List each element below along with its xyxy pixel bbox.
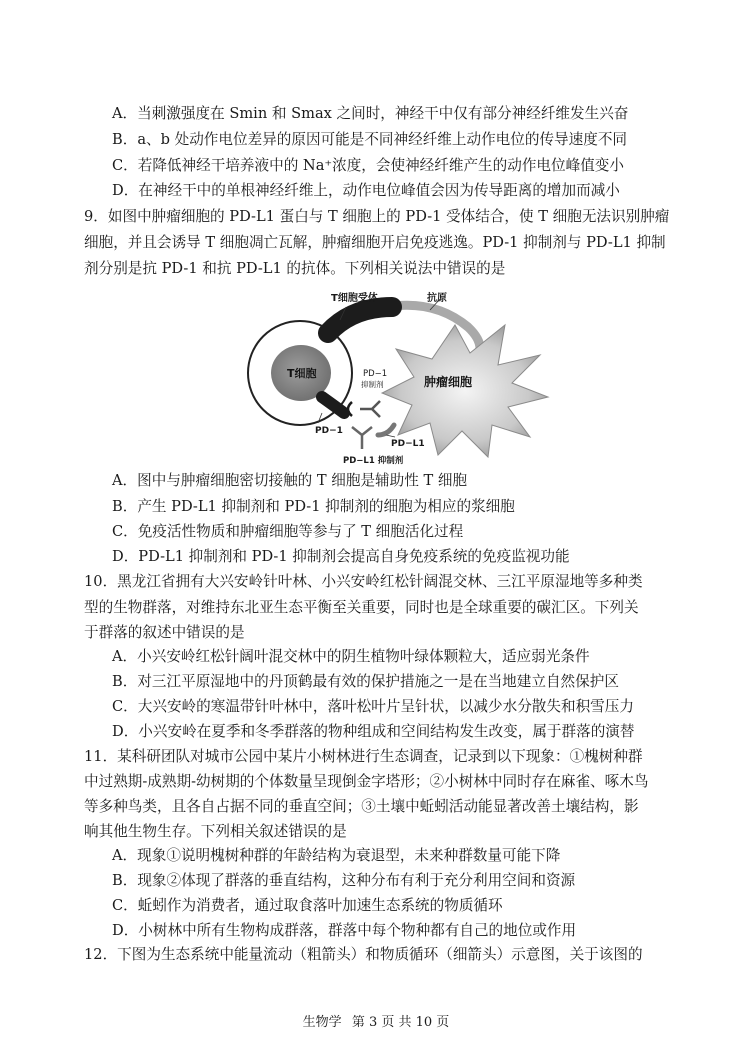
q9-stem-line-2: 细胞，并且会诱导 T 细胞凋亡瓦解，肿瘤细胞开启免疫逃逸。PD-1 抑制剂与 PD-L1 抑制 bbox=[84, 234, 666, 251]
q9-option-c: C．免疫活性物质和肿瘤细胞等参与了 T 细胞活化过程 bbox=[112, 523, 464, 540]
page-footer bbox=[0, 1011, 752, 1030]
q10-option-b: B．对三江平原湿地中的丹顶鹤最有效的保护措施之一是在当地建立自然保护区 bbox=[112, 673, 619, 690]
footer-subject: 生物学 bbox=[302, 1015, 342, 1030]
label-pdl1-inhibitor: PD−L1 抑制剂 bbox=[343, 456, 404, 466]
q9-stem-line-3: 剂分别是抗 PD-1 和抗 PD-L1 的抗体。下列相关说法中错误的是 bbox=[84, 260, 506, 277]
q11-stem-line-4: 响其他生物生存。下列相关叙述错误的是 bbox=[84, 823, 347, 840]
pdl1-inhibitor-shape bbox=[352, 427, 372, 449]
label-t-receptor: T细胞受体 bbox=[331, 293, 378, 304]
t-cell-receptor-shape bbox=[328, 307, 392, 333]
pd1-cup bbox=[348, 402, 352, 416]
q11-option-a: A．现象①说明槐树种群的年龄结构为衰退型，未来种群数量可能下降 bbox=[112, 847, 561, 864]
label-antigen: 抗原 bbox=[427, 293, 447, 304]
label-t-cell: T细胞 bbox=[287, 367, 317, 380]
label-pd1-inhibitor-2: 抑制剂 bbox=[361, 380, 384, 389]
q10-stem-line-2: 型的生物群落，对维持东北亚生态平衡至关重要，同时也是全球重要的碳汇区。下列关 bbox=[84, 599, 639, 616]
q9-stem-line-1: 9．如图中肿瘤细胞的 PD-L1 蛋白与 T 细胞上的 PD-1 受体结合，使 T 细胞无法识别肿瘤 bbox=[84, 208, 670, 225]
label-pd1-inhibitor-1: PD−1 bbox=[363, 369, 388, 379]
footer-page-number: 第 3 页 共 10 页 bbox=[351, 1015, 450, 1030]
q10-option-a: A．小兴安岭红松针阔叶混交林中的阴生植物叶绿体颗粒大，适应弱光条件 bbox=[112, 648, 590, 665]
q8-option-a: A．当刺激强度在 Smin 和 Smax 之间时，神经干中仅有部分神经纤维发生兴奋 bbox=[112, 105, 629, 122]
q11-stem-line-1: 11．某科研团队对城市公园中某片小树林进行生态调查，记录到以下现象：①槐树种群 bbox=[84, 748, 643, 765]
q11-option-c: C．蚯蚓作为消费者，通过取食落叶加速生态系统的物质循环 bbox=[112, 897, 503, 914]
q11-stem-line-3: 等多种鸟类，且各自占据不同的垂直空间；③土壤中蚯蚓活动能显著改善土壤结构，影 bbox=[84, 798, 639, 815]
q8-option-b: B．a、b 处动作电位差异的原因可能是不同神经纤维上动作电位的传导速度不同 bbox=[112, 131, 628, 148]
q12-stem-line-1: 12．下图为生态系统中能量流动（粗箭头）和物质循环（细箭头）示意图，关于该图的 bbox=[84, 946, 643, 963]
q11-option-b: B．现象②体现了群落的垂直结构，这种分布有利于充分利用空间和资源 bbox=[112, 872, 576, 889]
q9-option-a: A．图中与肿瘤细胞密切接触的 T 细胞是辅助性 T 细胞 bbox=[112, 472, 468, 489]
pd1-inhibitor-shape bbox=[360, 401, 380, 417]
tumor-cell-shape bbox=[382, 325, 548, 457]
q9-option-b: B．产生 PD-L1 抑制剂和 PD-1 抑制剂的细胞为相应的浆细胞 bbox=[112, 498, 515, 515]
q9-option-d: D．PD-L1 抑制剂和 PD-1 抑制剂会提高自身免疫系统的免疫监视功能 bbox=[112, 548, 570, 565]
q10-stem-line-3: 于群落的叙述中错误的是 bbox=[84, 624, 245, 641]
q10-option-c: C．大兴安岭的寒温带针叶林中，落叶松叶片呈针状，以减少水分散失和积雪压力 bbox=[112, 698, 634, 715]
label-pdl1: PD−L1 bbox=[391, 439, 425, 449]
q8-option-c: C．若降低神经干培养液中的 Na⁺浓度，会使神经纤维产生的动作电位峰值变小 bbox=[112, 157, 624, 174]
label-pd1: PD−1 bbox=[315, 426, 343, 436]
q11-stem-line-2: 中过熟期-成熟期-幼树期的个体数量呈现倒金字塔形；②小树林中同时存在麻雀、啄木鸟 bbox=[84, 773, 649, 790]
q11-option-d: D．小树林中所有生物构成群落，群落中每个物种都有自己的地位或作用 bbox=[112, 922, 577, 939]
q10-stem-line-1: 10．黑龙江省拥有大兴安岭针叶林、小兴安岭红松针阔混交林、三江平原湿地等多种类 bbox=[84, 573, 643, 590]
q8-option-d: D．在神经干中的单根神经纤维上，动作电位峰值会因为传导距离的增加而减小 bbox=[112, 182, 620, 199]
q9-figure bbox=[0, 285, 752, 485]
label-tumor-cell: 肿瘤细胞 bbox=[424, 375, 473, 389]
pdl1-shape bbox=[378, 425, 394, 435]
q10-option-d: D．小兴安岭在夏季和冬季群落的物种组成和空间结构发生改变，属于群落的演替 bbox=[112, 723, 635, 740]
